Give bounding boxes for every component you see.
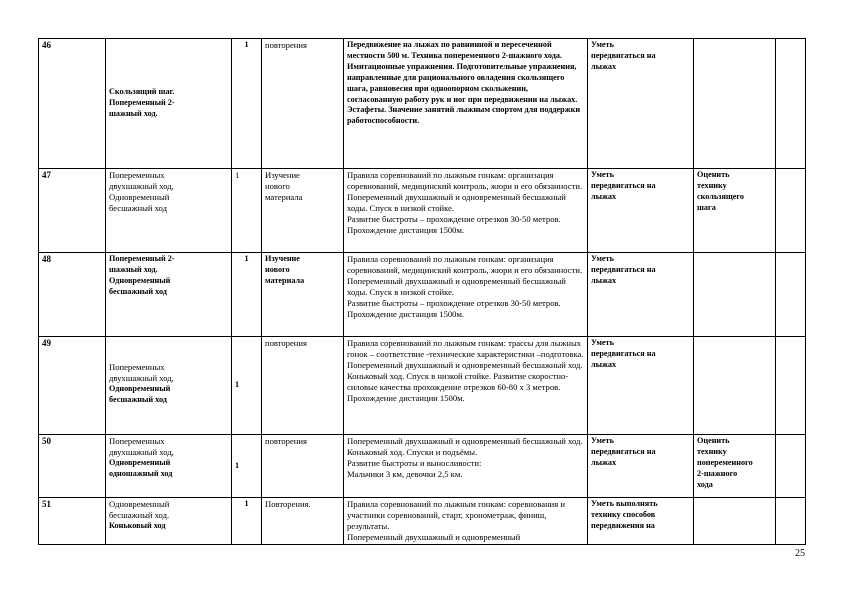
table-row	[39, 169, 806, 253]
lesson-requirement: Уметь выполнять технику способов передвижения на	[588, 498, 694, 545]
lesson-number: 46	[39, 39, 106, 169]
lesson-plan-table	[38, 38, 806, 545]
table-row	[39, 435, 806, 498]
page-number: 25	[795, 548, 805, 559]
lesson-type: Изучение нового материала	[262, 169, 344, 253]
lesson-requirement: Уметь передвигаться на лыжах	[588, 435, 694, 498]
lesson-number: 50	[39, 435, 106, 498]
lesson-content: Попеременный двухшажный и одновременный бесшажный ход. Коньковый ход. Спуски и подъёмы. Развитие быстроты и выносливости: Мальчики 3 км, девочки 2,5 км.	[344, 435, 588, 498]
empty-cell	[776, 337, 806, 435]
lesson-control	[694, 39, 776, 169]
lesson-content: Правила соревнований по лыжным гонкам: трассы для лыжных гонок – соответствие -технические характеристики –подготовка. Попеременный двухшажный и одновременный бесшажный ход. Коньковый ход. Спуск в низкой стойке. Развитие скоростно-силовые качества прохождение отрезков 60-80 х 3 метров. Прохождение дистанции 1500м.	[344, 337, 588, 435]
lesson-content: Правила соревнований по лыжным гонкам: организация соревнований, медицинский контроль, жюри и его обязанности. Попеременный двухшажный и одновременный бесшажный ходы. Спуск в низкой стойке. Развитие быстроты – прохождение отрезков 30-50 метров. Прохождение дистанция 1500м.	[344, 169, 588, 253]
lesson-hours: 1	[232, 253, 262, 337]
table-row	[39, 39, 806, 169]
lesson-number: 48	[39, 253, 106, 337]
empty-cell	[776, 169, 806, 253]
lesson-topic-plain: Попеременных двухшажный ход,	[109, 436, 174, 457]
lesson-requirement: Уметь передвигаться на лыжах	[588, 169, 694, 253]
lesson-control	[694, 498, 776, 545]
lesson-topic: Скользящий шаг. Попеременный 2- шажный ход.	[106, 39, 232, 169]
lesson-control: Оценить технику скользящего шага	[694, 169, 776, 253]
lesson-control	[694, 337, 776, 435]
lesson-type: повторения	[262, 435, 344, 498]
lesson-number: 47	[39, 169, 106, 253]
lesson-type: повторения	[262, 39, 344, 169]
lesson-requirement: Уметь передвигаться на лыжах	[588, 253, 694, 337]
empty-cell	[776, 39, 806, 169]
lesson-control: Оценить технику попеременного 2-шажного хода	[694, 435, 776, 498]
lesson-topic: Попеременных двухшажный ход, Одновременный бесшажный ход	[106, 169, 232, 253]
lesson-hours: 1	[232, 169, 262, 253]
lesson-type: повторения	[262, 337, 344, 435]
lesson-topic	[106, 498, 232, 545]
lesson-hours: 1	[232, 39, 262, 169]
table-row	[39, 253, 806, 337]
lesson-type: Повторения.	[262, 498, 344, 545]
lesson-topic-plain: Одновременный бесшажный ход.	[109, 499, 170, 520]
lesson-hours: 1	[232, 498, 262, 545]
lesson-topic-bold: Одновременный бесшажный ход	[109, 383, 171, 404]
lesson-requirement: Уметь передвигаться на лыжах	[588, 337, 694, 435]
table-row	[39, 498, 806, 545]
lesson-number: 51	[39, 498, 106, 545]
lesson-topic	[106, 337, 232, 435]
empty-cell	[776, 498, 806, 545]
table-row	[39, 337, 806, 435]
lesson-content: Передвижение на лыжах по равнинной и пересеченной местности 500 м. Техника попеременного 2-шажного хода. Имитационные упражнения. Подготовительные упражнения, направленные для рационального овладения скользящего шага, равновесия при одноопорном скольжении, согласованную работу рук и ног при передвижении на лыжах. Эстафеты. Значение занятий лыжным спортом для поддержки работоспособности.	[344, 39, 588, 169]
lesson-number: 49	[39, 337, 106, 435]
lesson-hours: 1	[232, 435, 262, 498]
lesson-content: Правила соревнований по лыжным гонкам: организация соревнований, медицинский контроль, жюри и его обязанности. Попеременный двухшажный и одновременный бесшажный ходы. Спуск в низкой стойке. Развитие быстроты – прохождение отрезков 30-50 метров. Прохождение дистанция 1500м.	[344, 253, 588, 337]
lesson-hours: 1	[232, 337, 262, 435]
lesson-type: Изучение нового материала	[262, 253, 344, 337]
lesson-control	[694, 253, 776, 337]
lesson-topic-bold: Одновременный одношажный ход	[109, 457, 173, 478]
lesson-topic	[106, 435, 232, 498]
lesson-topic: Попеременный 2- шажный ход. Одновременный бесшажный ход	[106, 253, 232, 337]
empty-cell	[776, 435, 806, 498]
lesson-content: Правила соревнований по лыжным гонкам: соревнования и участники соревнований, старт, хронометраж, финиш, результаты. Попеременный двухшажный и одновременный	[344, 498, 588, 545]
empty-cell	[776, 253, 806, 337]
lesson-topic-plain: Попеременных двухшажный ход,	[109, 362, 174, 383]
lesson-topic-bold: Коньковый ход	[109, 520, 166, 530]
lesson-requirement: Уметь передвигаться на лыжах	[588, 39, 694, 169]
